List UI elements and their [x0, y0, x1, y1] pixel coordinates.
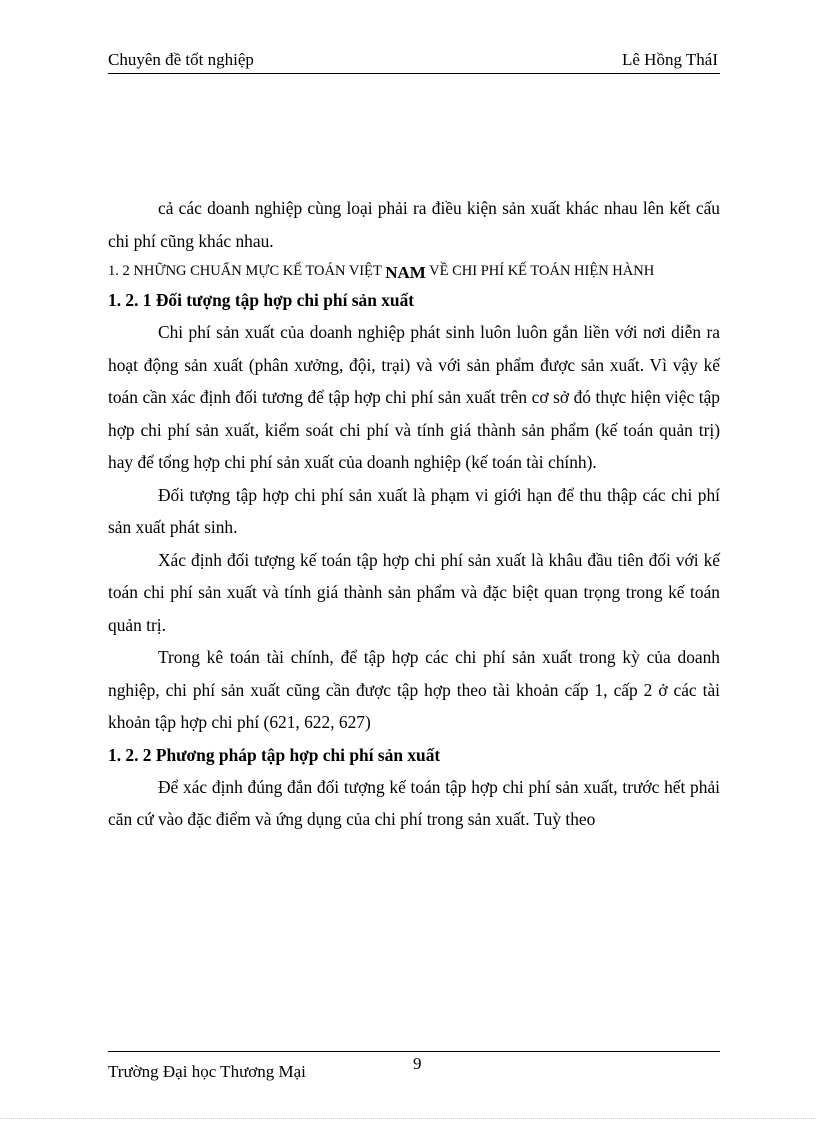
header-author: Lê Hồng TháI — [622, 50, 718, 69]
page-body — [108, 192, 720, 836]
page-footer — [108, 1051, 720, 1082]
paragraph-method: Để xác định đúng đắn đối tượng kế toán tập hợp chi phí sản xuất, trước hết phải căn cứ vào đặc điểm và ứng dụng của chi phí trong sản xuất. Tuỳ theo — [108, 776, 720, 829]
section-heading-1-2-part-b: NAM — [385, 263, 426, 282]
paragraph-continued: cả các doanh nghiệp cùng loại phải ra điều kiện sản xuất khác nhau lên kết cấu chi phí cũng khác nhau. — [108, 198, 720, 251]
paragraph-cost-objects: Chi phí sản xuất của doanh nghiệp phát sinh luôn luôn gắn liền với nơi diễn ra hoạt động sản xuất (phân xưởng, đội, trại) và với sản phẩm được sản xuất. Vì vậy kế toán cần xác định đối tương để tập hợp chi phí sản xuất trên cơ sở đó thực hiện việc tập hợp chi phí sản xuất, kiểm soát chi phí và tính giá thành sản phẩm (kế toán quản trị) hay để tổng hợp chi phí sản xuất của doanh nghiệp (kế toán tài chính). — [108, 322, 720, 472]
page-number: 9 — [413, 1054, 422, 1073]
paragraph-definition: Đối tượng tập hợp chi phí sản xuất là phạm vi giới hạn để thu thập các chi phí sản xuất phát sinh. — [108, 484, 720, 537]
page-edge-divider — [0, 1118, 816, 1119]
footer-school: Trường Đại học Thương Mại — [108, 1062, 306, 1081]
header-title: Chuyên đề tốt nghiệp — [108, 50, 254, 69]
subsection-heading-1-2-1: 1. 2. 1 Đối tượng tập hợp chi phí sản xuất — [108, 290, 415, 310]
page-header — [108, 49, 720, 74]
paragraph-financial-accounting: Trong kê toán tài chính, để tập hợp các chi phí sản xuất trong kỳ của doanh nghiệp, chi phí sản xuất cũng cần được tập hợp theo tài khoản cấp 1, cấp 2 ở các tài khoản tập hợp chi phí (621, 622, 627) — [108, 647, 720, 732]
paragraph-importance: Xác định đối tượng kế toán tập hợp chi phí sản xuất là khâu đầu tiên đối với kế toán chi phí sản xuất và tính giá thành sản phẩm và đặc biệt quan trọng trong kế toán quản trị. — [108, 549, 720, 635]
section-heading-1-2-part-c: VỀ CHI PHÍ KẾ TOÁN HIỆN HÀNH — [425, 263, 655, 279]
subsection-heading-1-2-2: 1. 2. 2 Phương pháp tập hợp chi phí sản xuất — [108, 744, 441, 765]
section-heading-1-2-part-a: 1. 2 NHỮNG CHUẨN MỰC KẾ TOÁN VIỆT — [108, 263, 386, 279]
section-heading-1-2 — [108, 257, 720, 284]
